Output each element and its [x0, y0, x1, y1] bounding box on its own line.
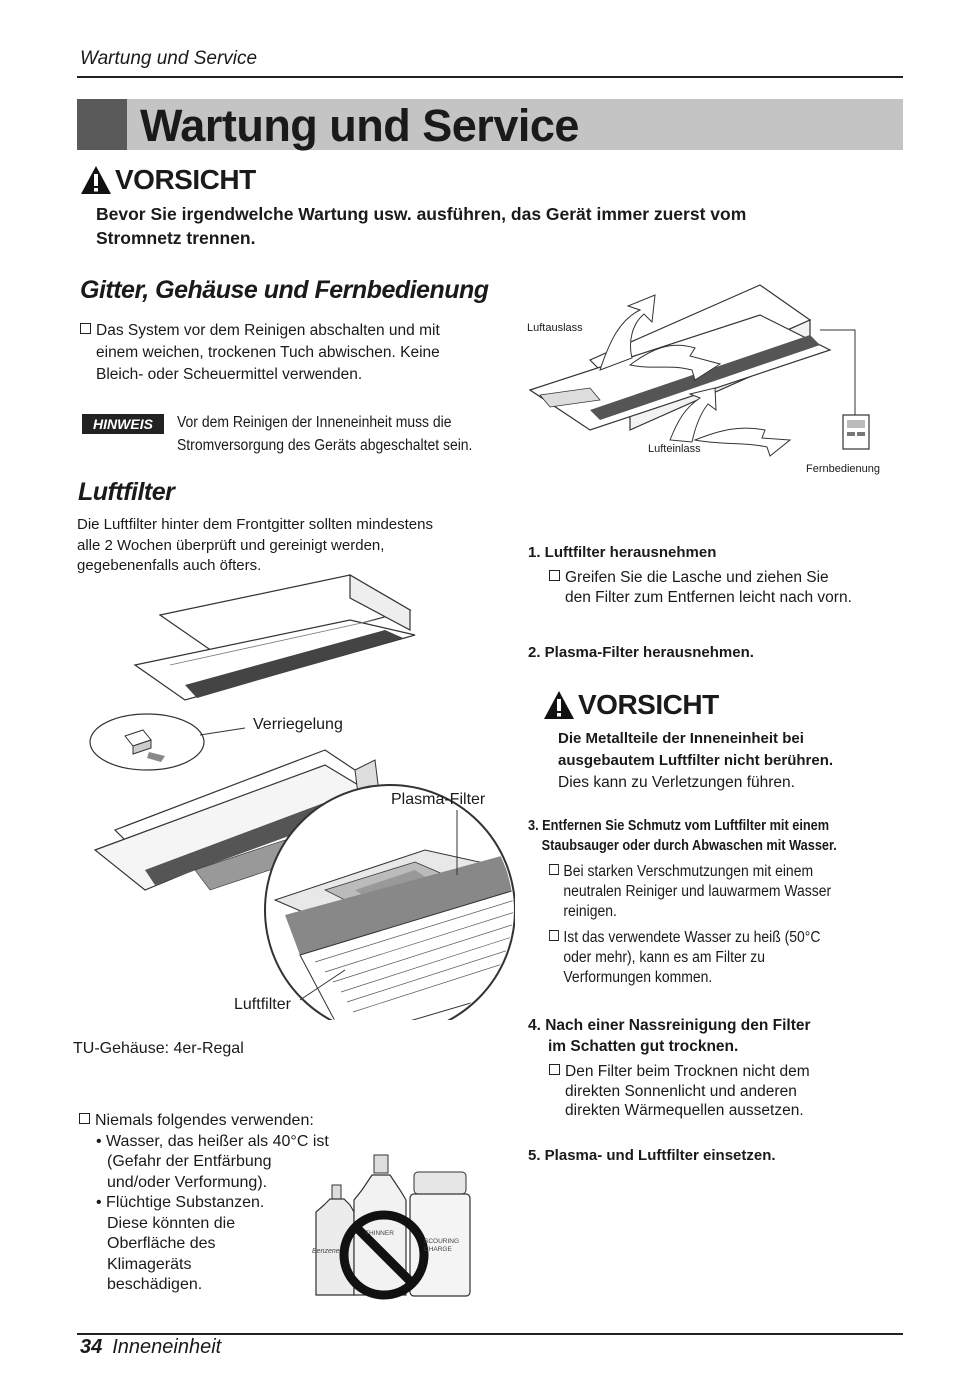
- bullet-line: Bleich- oder Scheuermittel verwenden.: [96, 366, 363, 383]
- step-1-text: [549, 568, 852, 608]
- warning-icon: [80, 165, 112, 195]
- step-2-title: 2. Plasma-Filter herausnehmen.: [528, 644, 754, 661]
- checkbox-bullet-icon: [549, 1064, 560, 1075]
- step-line: Greifen Sie die Lasche und ziehen Sie: [565, 569, 829, 586]
- never-item-line: (Gefahr der Entfärbung: [107, 1153, 272, 1170]
- checkbox-bullet-icon: [549, 570, 560, 581]
- label-air-filter: Luftfilter: [234, 996, 291, 1013]
- caution-text-line: Stromnetz trennen.: [96, 228, 256, 248]
- indoor-unit-airflow-diagram: [520, 280, 900, 480]
- step-4-title-line: 4. Nach einer Nassreinigung den Filter: [528, 1017, 811, 1034]
- air-filter-intro: [77, 515, 497, 577]
- step-4-text: [549, 1062, 810, 1121]
- caution-heading: [80, 164, 256, 196]
- step-3-bullet-2: [549, 928, 820, 988]
- footer-rule: [77, 1333, 903, 1335]
- caution-2-line: Die Metallteile der Inneneinheit bei: [558, 730, 804, 747]
- note-line: Stromversorgung des Geräts abgeschaltet sein.: [177, 437, 473, 454]
- step-5-title: 5. Plasma- und Luftfilter einsetzen.: [528, 1147, 776, 1164]
- never-item-line: und/oder Verformung).: [107, 1173, 268, 1191]
- intro-line: alle 2 Wochen überprüft und gereinigt werden,: [77, 536, 385, 554]
- caution-2-line: Dies kann zu Verletzungen führen.: [558, 774, 795, 791]
- note-badge: HINWEIS: [82, 414, 164, 434]
- bottle-label-scouring: SCOURING CHARGE: [424, 1238, 460, 1253]
- label-remote-control: Fernbedienung: [806, 463, 881, 475]
- caution-text-line: Bevor Sie irgendwelche Wartung usw. ausführen, das Gerät immer zuerst vom: [96, 204, 747, 224]
- never-item-line: Wasser, das heißer als 40°C ist: [106, 1132, 329, 1150]
- note-text: [177, 411, 501, 457]
- intro-line: gegebenenfalls auch öfters.: [77, 557, 262, 574]
- label-plasma-filter: Plasma-Filter: [391, 791, 486, 808]
- step-3-bullet-1: [549, 862, 831, 922]
- step-3-title-line: Staubsauger oder durch Abwaschen mit Wasser.: [541, 837, 837, 854]
- never-item-line: Flüchtige Substanzen.: [106, 1194, 265, 1211]
- never-item-line: Oberfläche des: [107, 1235, 216, 1252]
- never-item-line: Klimageräts: [107, 1255, 192, 1273]
- caution-heading-2: [543, 689, 719, 721]
- intro-line: Die Luftfilter hinter dem Frontgitter sollten mindestens: [77, 516, 433, 533]
- caution-2-text: [558, 728, 833, 794]
- section-title-air-filter: Luftfilter: [78, 478, 175, 506]
- checkbox-bullet-icon: [549, 864, 559, 875]
- caution-label: VORSICHT: [115, 164, 256, 195]
- step-line: Verformungen kommen.: [563, 969, 713, 986]
- title-accent-block: [77, 99, 127, 150]
- bottle-label-benzene: Benzene: [312, 1248, 340, 1255]
- never-intro: Niemals folgendes verwenden:: [95, 1112, 314, 1129]
- note-line: Vor dem Reinigen der Inneneinheit muss die: [177, 414, 452, 431]
- step-3-title: [528, 816, 837, 856]
- caution-2-line: ausgebautem Luftfilter nicht berühren.: [558, 752, 834, 769]
- step-line: den Filter zum Entfernen leicht nach vorn.: [565, 589, 852, 606]
- step-line: Bei starken Verschmutzungen mit einem: [563, 863, 814, 880]
- caution-label-2: VORSICHT: [578, 689, 719, 720]
- page-number: 34: [80, 1336, 103, 1358]
- footer: [80, 1336, 221, 1359]
- label-lock: Verriegelung: [253, 716, 343, 733]
- bullet-line: einem weichen, trockenen Tuch abwischen. Keine: [96, 344, 440, 361]
- step-line: direkten Wärmequellen aussetzen.: [565, 1102, 804, 1119]
- bullet-line: Das System vor dem Reinigen abschalten und mit: [96, 322, 440, 339]
- checkbox-bullet-icon: [79, 1113, 90, 1124]
- bottle-label-thinner: THINNER: [365, 1230, 394, 1237]
- step-line: neutralen Reiniger und lauwarmem Wasser: [563, 883, 832, 900]
- step-3-title-line: 3. Entfernen Sie Schmutz vom Luftfilter mit einem: [528, 817, 830, 834]
- never-use-list: Niemals folgendes verwenden: • Wasser, das heißer als 40°C ist (Gefahr der Entfärbung und/oder Verformung). • Flüchtige Substanzen. Diese könnten die Oberfläche des Klimageräts beschädigen.: [79, 1111, 379, 1296]
- step-4-title: [528, 1016, 811, 1057]
- warning-icon: [543, 690, 575, 720]
- caution-text: [96, 202, 746, 250]
- step-line: reinigen.: [563, 903, 617, 920]
- step-4-title-line: im Schatten gut trocknen.: [548, 1037, 739, 1055]
- never-item-line: Diese könnten die: [107, 1214, 236, 1232]
- checkbox-bullet-icon: [80, 323, 91, 334]
- label-air-outlet: Luftauslass: [527, 322, 583, 334]
- footer-label: Inneneinheit: [112, 1336, 222, 1358]
- running-header: Wartung und Service: [80, 48, 258, 69]
- section-title-grille: Gitter, Gehäuse und Fernbedienung: [80, 276, 489, 304]
- diagram-caption: TU-Gehäuse: 4er-Regal: [73, 1040, 244, 1057]
- label-air-inlet: Lufteinlass: [648, 443, 701, 455]
- step-line: Ist das verwendete Wasser zu heiß (50°C: [563, 929, 821, 946]
- section1-bullet: [80, 320, 480, 386]
- step-line: Den Filter beim Trocknen nicht dem: [565, 1063, 810, 1080]
- never-item-line: beschädigen.: [107, 1276, 203, 1293]
- step-1-title: 1. Luftfilter herausnehmen: [528, 544, 717, 561]
- prohibited-chemicals-illustration: [310, 1150, 475, 1305]
- step-line: oder mehr), kann es am Filter zu: [563, 949, 765, 966]
- checkbox-bullet-icon: [549, 930, 559, 941]
- page-title: Wartung und Service: [140, 100, 579, 151]
- step-line: direkten Sonnenlicht und anderen: [565, 1082, 797, 1100]
- header-rule: [77, 76, 903, 78]
